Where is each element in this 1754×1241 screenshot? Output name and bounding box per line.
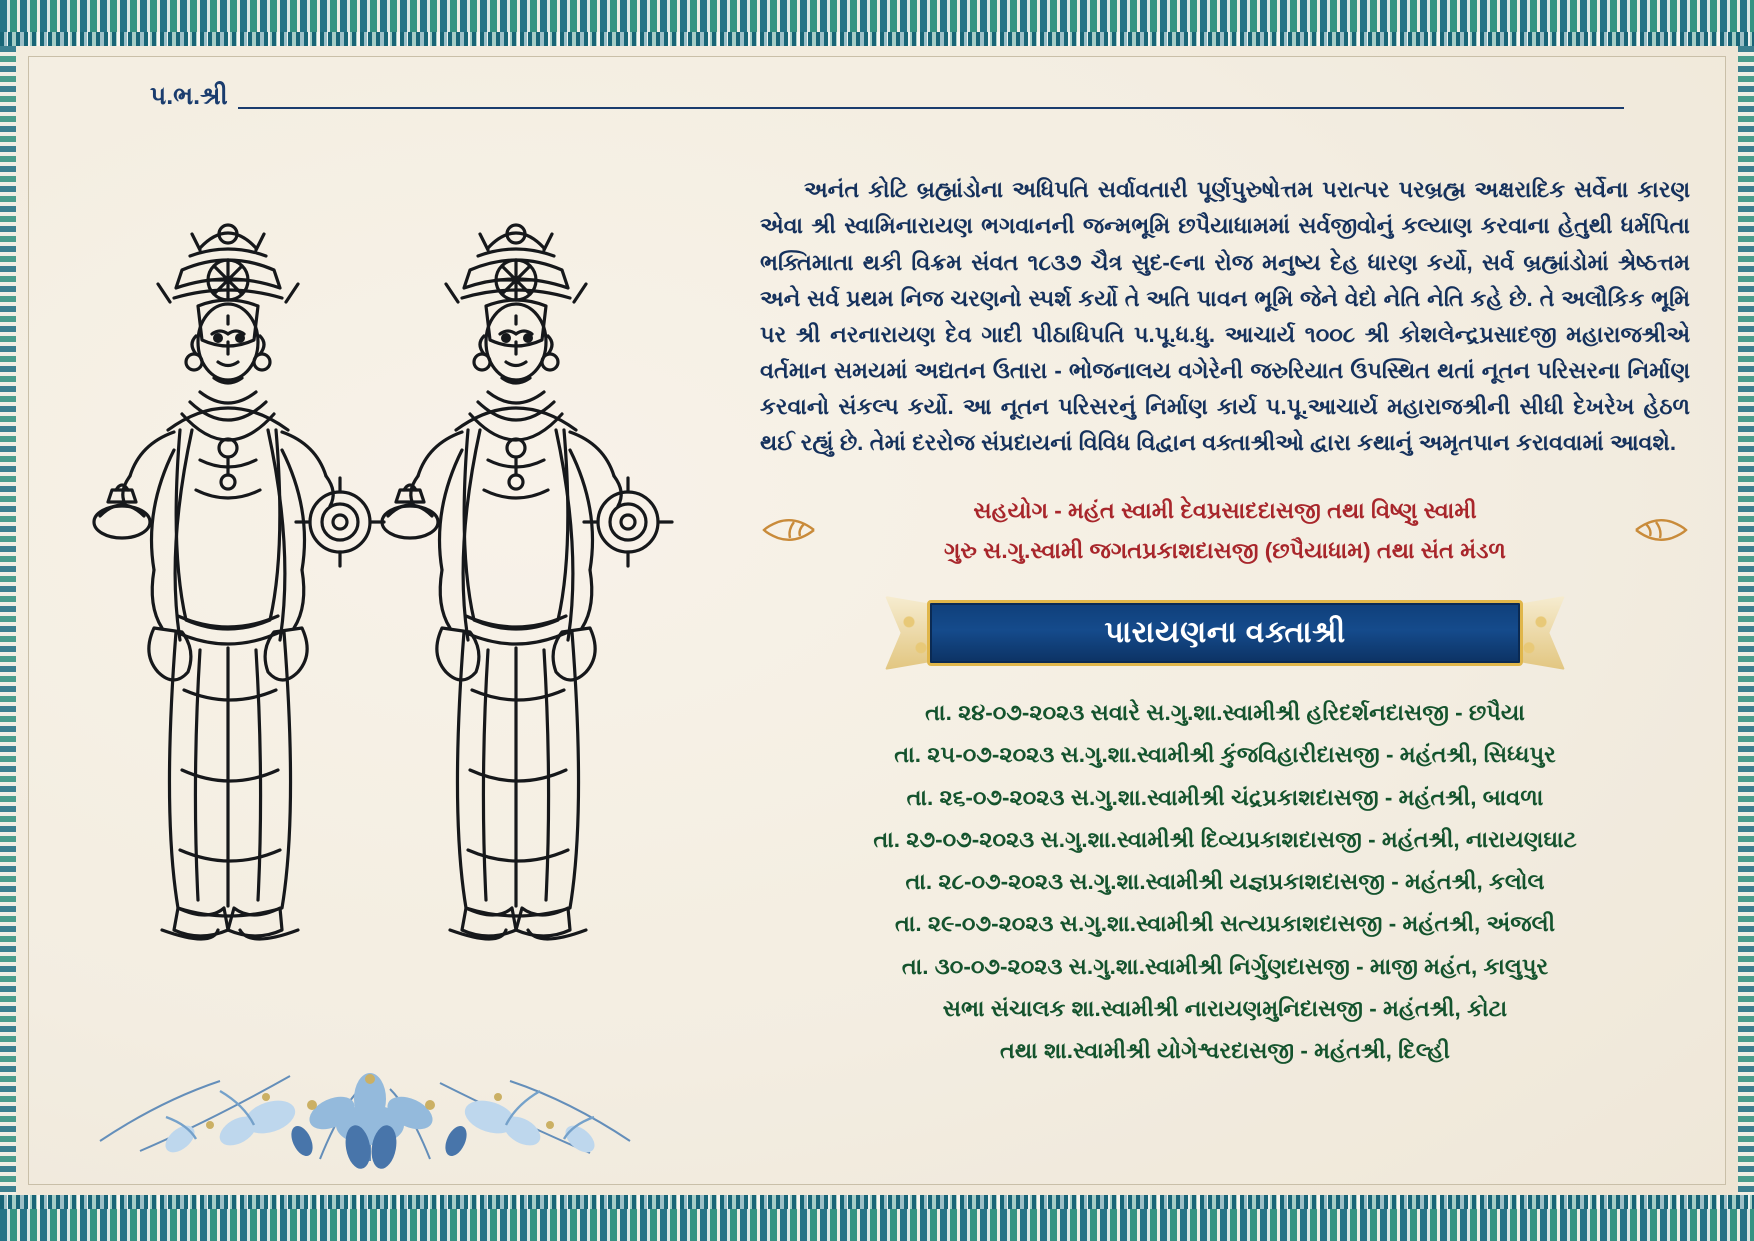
ribbon-title: પારાયણના વક્તાશ્રી — [1104, 615, 1346, 649]
floral-decoration — [70, 1021, 690, 1171]
recipient-header — [150, 82, 1624, 115]
list-item: તા. ૨૪-૦૭-૨૦૨૩ સવારે સ.ગુ.શા.સ્વામીશ્રી હરિદર્શનદાસજી - છપૈયા — [925, 699, 1525, 725]
nar-narayan-dev-line-art — [50, 130, 750, 1030]
bottom-decorative-border — [0, 1195, 1754, 1241]
list-item: સભા સંચાલક શા.સ્વામીશ્રી નારાયણમુનિદાસજી - મહંતશ્રી, કોટા — [942, 996, 1508, 1021]
flourish-right-icon — [1632, 513, 1690, 547]
list-item: તા. ૨૯-૦૭-૨૦૨૩ સ.ગુ.શા.સ્વામીશ્રી સત્યપ્રકાશદાસજી - મહંતશ્રી, અંજલી — [894, 911, 1556, 937]
collaboration-line-1: સહયોગ - મહંત સ્વામી દેવપ્રસાદદાસજી તથા વિષ્ણુ સ્વામી — [973, 498, 1477, 524]
top-decorative-border — [0, 0, 1754, 46]
recipient-write-line — [238, 107, 1624, 109]
list-item: તા. ૨૫-૦૭-૨૦૨૩ સ.ગુ.શા.સ્વામીશ્રી કુંજવિહારીદાસજી - મહંતશ્રી, સિધ્ધપુર — [894, 742, 1556, 768]
speakers-list — [760, 692, 1690, 1073]
main-paragraph: અનંત કોટિ બ્રહ્માંડોના અધિપતિ સર્વાવતારી પૂર્ણપુરુષોત્તમ પરાત્પર પરબ્રહ્મ અક્ષરાદિક સર્વેના કારણ એવા શ્રી સ્વામિનારાયણ ભગવાનની જન્મભૂમિ છપૈયાધામમાં સર્વજીવોનું કલ્યાણ કરવાના હેતુથી ધર્મપિતા ભક્તિમાતા થકી વિક્રમ સંવત ૧૮૩૭ ચૈત્ર સુદ-૯ના રોજ મનુષ્ય દેહ ધારણ કર્યો, સર્વ બ્રહ્માંડોમાં શ્રેષ્ઠત્તમ અને સર્વ પ્રથમ નિજ ચરણનો સ્પર્શ કર્યો તે અતિ પાવન ભૂમિ જેને વેદો નેતિ નેતિ કહે છે. તે અલૌકિક ભૂમિ પર શ્રી નરનારાયણ દેવ ગાદી પીઠાધિપતિ પ.પૂ.ધ.ધુ. આચાર્ય ૧૦૦૮ શ્રી કોશલેન્દ્રપ્રસાદજી મહારાજશ્રીએ વર્તમાન સમયમાં અદ્યતન ઉતારા - ભોજનાલય વગેરેની જરુરિયાત ઉપસ્થિત થતાં નૂતન પરિસરના નિર્માણ કરવાનો સંકલ્પ કર્યો. આ નૂતન પરિસરનું નિર્માણ કાર્ય પ.પૂ.આચાર્ય મહારાજશ્રીની સીધી દેખરેખ હેઠળ થઈ રહ્યું છે. તેમાં દરરોજ સંપ્રદાયનાં વિવિધ વિદ્વાન વક્તાશ્રીઓ દ્વારા કથાનું અમૃતપાન કરાવવામાં આવશે. — [760, 177, 1690, 456]
list-item: તા. ૩૦-૦૭-૨૦૨૩ સ.ગુ.શા.સ્વામીશ્રી નિર્ગુણદાસજી - માજી મહંત, કાલુપુર — [901, 953, 1549, 979]
right-decorative-border — [1738, 46, 1754, 1195]
list-item: તા. ૨૬-૦૭-૨૦૨૩ સ.ગુ.શા.સ્વામીશ્રી ચંદ્રપ્રકાશદાસજી - મહંતશ્રી, બાવળા — [906, 784, 1544, 810]
deity-illustration — [50, 130, 750, 1030]
left-decorative-border — [0, 46, 16, 1195]
recipient-label: પ.ભ.શ્રી — [150, 82, 228, 110]
section-ribbon — [885, 596, 1565, 670]
flourish-left-icon — [760, 513, 818, 547]
ribbon-plate — [927, 600, 1523, 666]
bottom-border-inner-pattern — [0, 1195, 1754, 1209]
top-border-inner-pattern — [0, 32, 1754, 46]
blue-floral-watercolor-icon — [70, 1021, 690, 1171]
content-column — [760, 150, 1690, 1073]
collaboration-block — [760, 491, 1690, 570]
collaboration-line-2: ગુરુ સ.ગુ.સ્વામી જગતપ્રકાશદાસજી (છપૈયાધામ) તથા સંત મંડળ — [944, 537, 1506, 563]
list-item: તથા શા.સ્વામીશ્રી યોગેશ્વરદાસજી - મહંતશ્રી, દિલ્હી — [1000, 1038, 1450, 1064]
list-item: તા. ૨૮-૦૭-૨૦૨૩ સ.ગુ.શા.સ્વામીશ્રી યજ્ઞપ્રકાશદાસજી - મહંતશ્રી, કલોલ — [905, 869, 1545, 895]
list-item: તા. ૨૭-૦૭-૨૦૨૩ સ.ગુ.શા.સ્વામીશ્રી દિવ્યપ્રકાશદાસજી - મહંતશ્રી, નારાયણઘાટ — [873, 826, 1577, 852]
